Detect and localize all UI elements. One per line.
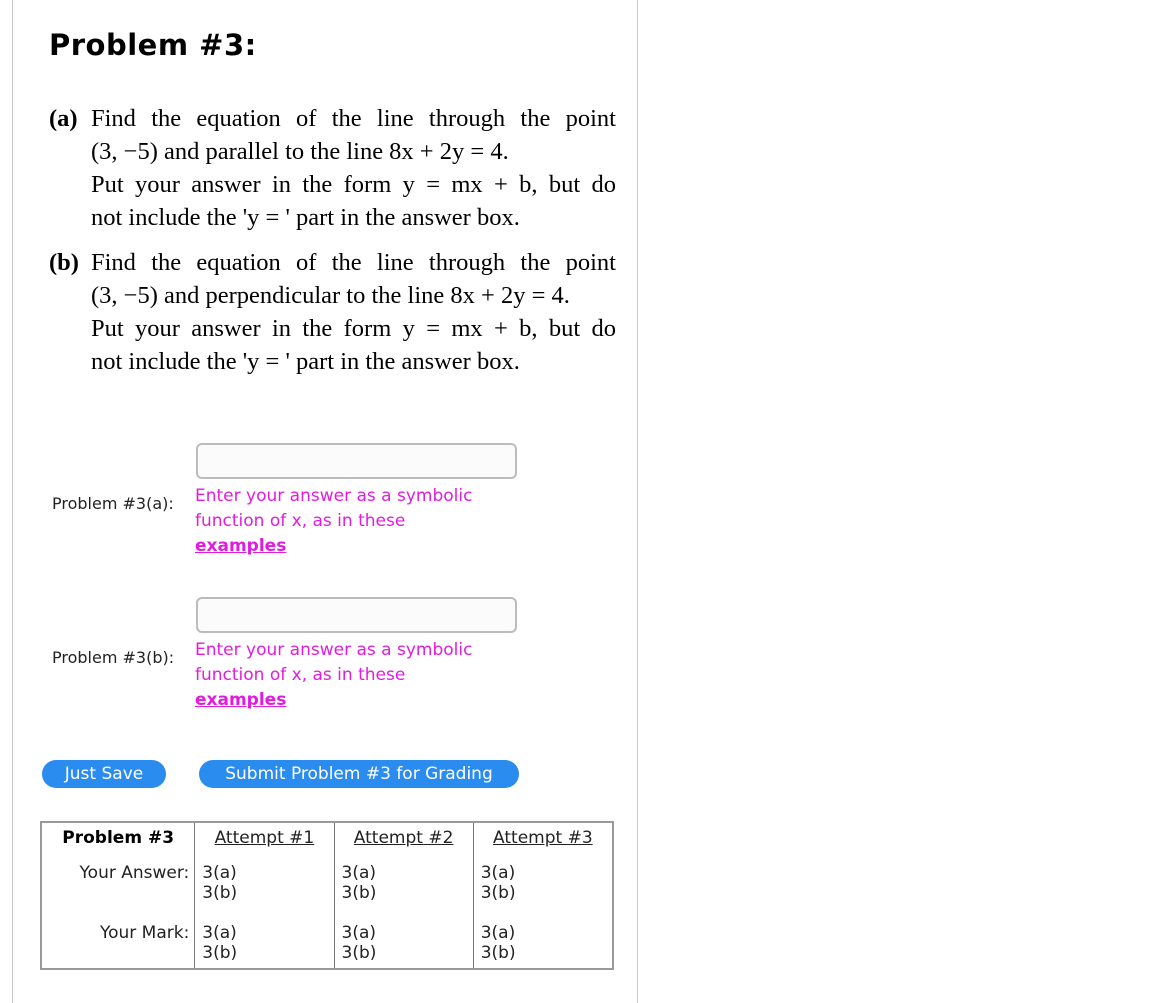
answer-a-label: Problem #3(a): bbox=[52, 494, 174, 513]
part-a-line-1: Find the equation of the line through the point bbox=[91, 105, 616, 132]
part-a-line-2: (3, −5) and parallel to the line 8x + 2y = 4. bbox=[91, 138, 509, 165]
part-b-line-4: not include the 'y = ' part in the answer box. bbox=[91, 348, 520, 375]
attempt-3-answer-b: 3(b) bbox=[480, 883, 516, 903]
answer-a-input[interactable] bbox=[196, 443, 517, 479]
part-b-label: (b) bbox=[49, 249, 79, 276]
answer-a-hint bbox=[195, 484, 515, 559]
attempt-1-header[interactable]: Attempt #1 bbox=[195, 822, 334, 853]
answer-b-hint-line-2: function of x, as in these bbox=[195, 665, 406, 685]
part-b-question bbox=[49, 246, 616, 378]
attempt-2-header[interactable]: Attempt #2 bbox=[334, 822, 473, 853]
page-title: Problem #3: bbox=[49, 28, 257, 62]
attempt-1-mark-cell bbox=[195, 913, 334, 969]
part-a-line-4: not include the 'y = ' part in the answer box. bbox=[91, 204, 520, 231]
attempt-2-answer-cell bbox=[334, 853, 473, 913]
attempt-3-mark-a: 3(a) bbox=[480, 923, 516, 943]
part-a-line-3: Put your answer in the form y = mx + b, but do bbox=[91, 171, 616, 198]
answer-a-hint-line-2: function of x, as in these bbox=[195, 511, 406, 531]
problem-panel bbox=[12, 0, 638, 1003]
answer-b-input[interactable] bbox=[196, 597, 517, 633]
attempt-3-mark-cell bbox=[473, 913, 613, 969]
attempts-header-row bbox=[41, 822, 613, 853]
answer-a-hint-line-1: Enter your answer as a symbolic bbox=[195, 486, 473, 506]
attempts-table bbox=[40, 821, 614, 970]
attempt-3-answer-cell bbox=[473, 853, 613, 913]
part-a-question bbox=[49, 102, 616, 234]
attempt-1-answer-a: 3(a) bbox=[202, 863, 237, 883]
attempt-2-mark-cell bbox=[334, 913, 473, 969]
submit-for-grading-button[interactable]: Submit Problem #3 for Grading bbox=[199, 760, 519, 788]
answer-b-hint bbox=[195, 638, 515, 713]
part-b-line-1: Find the equation of the line through the point bbox=[91, 249, 616, 276]
attempt-3-answer-a: 3(a) bbox=[480, 863, 516, 883]
attempt-1-answer-cell bbox=[195, 853, 334, 913]
attempt-1-mark-b: 3(b) bbox=[202, 943, 238, 963]
your-mark-row bbox=[41, 913, 613, 969]
answer-b-hint-line-1: Enter your answer as a symbolic bbox=[195, 640, 473, 660]
part-a-label: (a) bbox=[49, 105, 78, 132]
attempt-1-answer-b: 3(b) bbox=[202, 883, 238, 903]
attempts-row-head: Problem #3 bbox=[62, 828, 175, 848]
attempt-3-mark-b: 3(b) bbox=[480, 943, 516, 963]
your-answer-label: Your Answer: bbox=[79, 863, 190, 883]
attempt-2-answer-a: 3(a) bbox=[341, 863, 376, 883]
attempt-2-answer-b: 3(b) bbox=[341, 883, 377, 903]
attempt-3-header[interactable]: Attempt #3 bbox=[473, 822, 613, 853]
answer-a-examples-link[interactable]: examples bbox=[195, 536, 287, 556]
attempt-2-mark-a: 3(a) bbox=[341, 923, 376, 943]
your-answer-row bbox=[41, 853, 613, 913]
answer-b-examples-link[interactable]: examples bbox=[195, 690, 287, 710]
your-mark-label: Your Mark: bbox=[99, 923, 190, 943]
answer-b-label: Problem #3(b): bbox=[52, 648, 175, 667]
part-b-line-3: Put your answer in the form y = mx + b, but do bbox=[91, 315, 616, 342]
attempt-2-mark-b: 3(b) bbox=[341, 943, 377, 963]
part-b-line-2: (3, −5) and perpendicular to the line 8x + 2y = 4. bbox=[91, 282, 570, 309]
attempt-1-mark-a: 3(a) bbox=[202, 923, 237, 943]
just-save-button[interactable]: Just Save bbox=[42, 760, 166, 788]
